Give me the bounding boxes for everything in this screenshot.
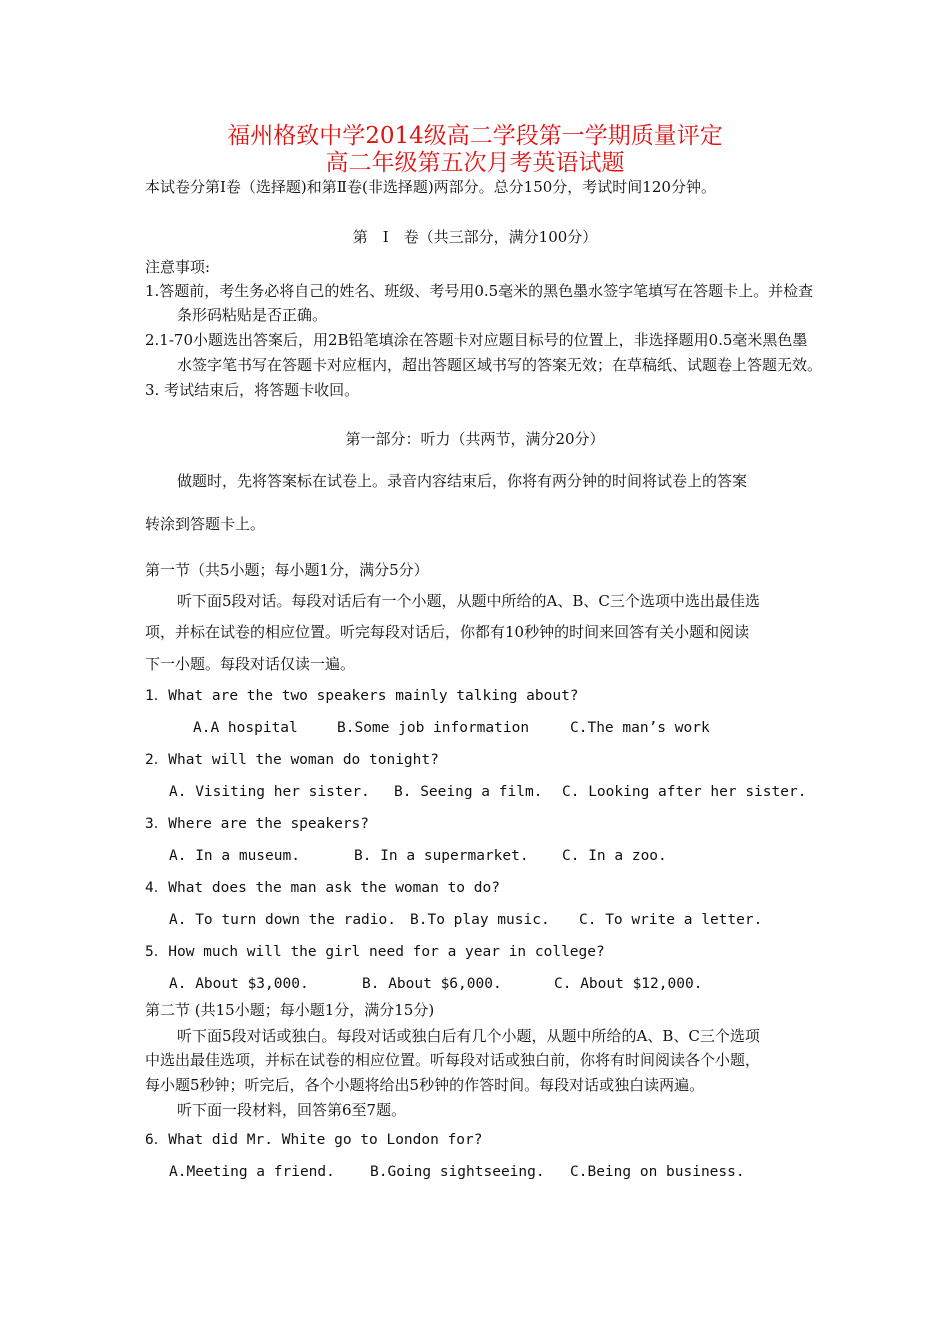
q4-option-c: C. To write a letter.	[579, 912, 763, 928]
question-6: 6．What did Mr. White go to London for?	[145, 1132, 483, 1148]
q4-option-a: A. To turn down the radio.	[169, 912, 396, 928]
q5-option-a: A. About $3,000.	[169, 976, 309, 992]
section1-heading: 第一节（共5小题；每小题1分，满分5分）	[145, 561, 429, 579]
exam-intro: 本试卷分第Ⅰ卷（选择题)和第Ⅱ卷(非选择题)两部分。总分150分，考试时间120分钟。	[145, 178, 716, 196]
q2-option-c: C. Looking after her sister.	[562, 784, 807, 800]
question-5: 5．How much will the girl need for a year in college?	[145, 944, 605, 960]
note-2-line-b: 水签字笔书写在答题卡对应框内，超出答题区域书写的答案无效；在草稿纸、试题卷上答题无效。	[177, 356, 823, 374]
q3-option-a: A. In a museum.	[169, 848, 300, 864]
q6-option-a: A.Meeting a friend.	[169, 1164, 335, 1180]
q2-option-b: B. Seeing a film.	[394, 784, 543, 800]
part1-heading: 第一部分：听力（共两节，满分20分）	[345, 430, 605, 448]
exam-title-line2: 高二年级第五次月考英语试题	[325, 150, 625, 176]
question-1: 1．What are the two speakers mainly talking about?	[145, 688, 579, 704]
note-1-line-a: 1.答题前，考生务必将自己的姓名、班级、考号用0.5毫米的黑色墨水签字笔填写在答题卡上。并检查	[145, 282, 814, 300]
q6-option-c: C.Being on business.	[570, 1164, 745, 1180]
q1-option-b: B.Some job information	[337, 720, 530, 736]
question-3: 3．Where are the speakers?	[145, 816, 370, 832]
q1-option-c: C.The man’s work	[570, 720, 710, 736]
notes-title: 注意事项:	[145, 258, 211, 276]
q5-option-c: C. About $12,000.	[554, 976, 703, 992]
q1-option-a: A.A hospital	[193, 720, 298, 736]
q4-option-b: B.To play music.	[410, 912, 550, 928]
section2-instruction-c: 每小题5秒钟；听完后，各个小题将给出5秒钟的作答时间。每段对话或独白读两遍。	[145, 1076, 705, 1094]
section1-instruction-b: 项，并标在试卷的相应位置。听完每段对话后，你都有10秒钟的时间来回答有关小题和阅读	[145, 623, 750, 641]
section2-instruction-d: 听下面一段材料，回答第6至7题。	[177, 1101, 407, 1119]
q2-option-a: A. Visiting her sister.	[169, 784, 370, 800]
q3-option-b: B. In a supermarket.	[354, 848, 529, 864]
q5-option-b: B. About $6,000.	[362, 976, 502, 992]
question-4: 4．What does the man ask the woman to do?	[145, 880, 500, 896]
q3-option-c: C. In a zoo.	[562, 848, 667, 864]
section2-instruction-b: 中选出最佳选项，并标在试卷的相应位置。听每段对话或独白前，你将有时间阅读各个小题，	[145, 1051, 761, 1069]
volume1-heading: 第 Ⅰ 卷（共三部分，满分100分）	[352, 228, 598, 246]
note-3: 3. 考试结束后，将答题卡收回。	[145, 381, 360, 399]
section2-instruction-a: 听下面5段对话或独白。每段对话或独白后有几个小题，从题中所给的A、B、C三个选项	[177, 1027, 760, 1045]
note-1-line-b: 条形码粘贴是否正确。	[177, 306, 328, 324]
note-2-line-a: 2.1-70小题选出答案后，用2B铅笔填涂在答题卡对应题目标号的位置上，非选择题用0.5毫米黑色墨	[145, 331, 808, 349]
section1-instruction-c: 下一小题。每段对话仅读一遍。	[145, 655, 356, 673]
q6-option-b: B.Going sightseeing.	[370, 1164, 545, 1180]
question-2: 2．What will the woman do tonight?	[145, 752, 439, 768]
part1-instruction-a: 做题时，先将答案标在试卷上。录音内容结束后，你将有两分钟的时间将试卷上的答案	[177, 472, 748, 490]
exam-title-line1: 福州格致中学2014级高二学段第一学期质量评定	[227, 123, 723, 149]
part1-instruction-b: 转涂到答题卡上。	[145, 515, 266, 533]
section2-heading: 第二节 (共15小题；每小题1分，满分15分)	[145, 1001, 435, 1019]
section1-instruction-a: 听下面5段对话。每段对话后有一个小题，从题中所给的A、B、C三个选项中选出最佳选	[177, 592, 760, 610]
